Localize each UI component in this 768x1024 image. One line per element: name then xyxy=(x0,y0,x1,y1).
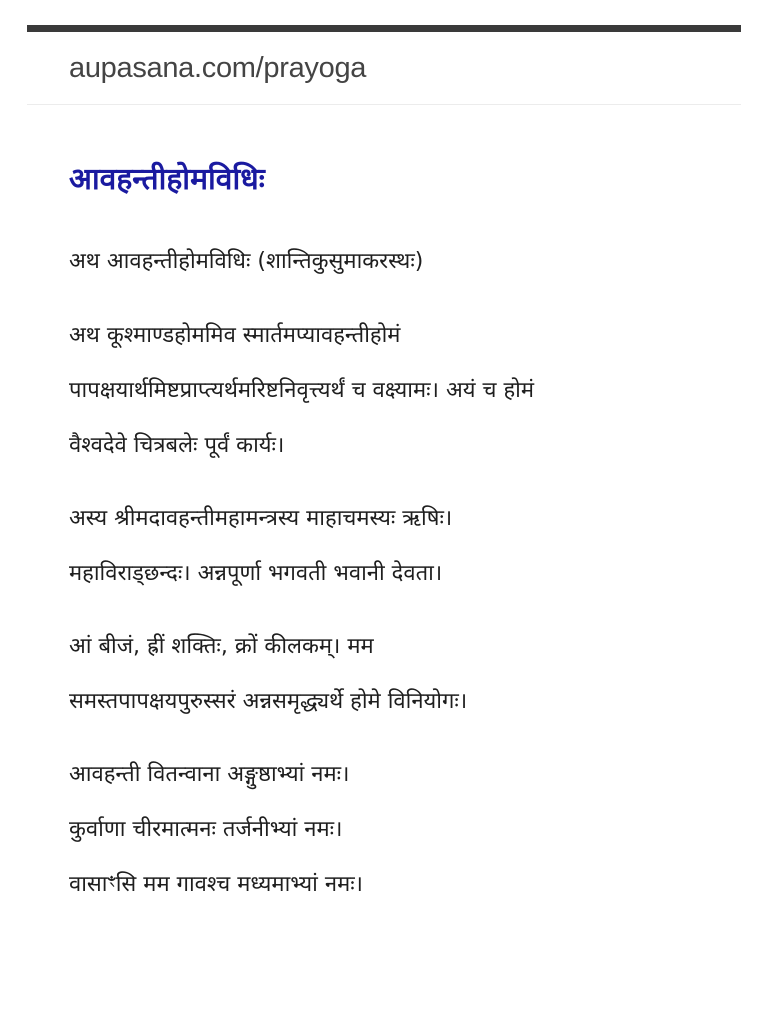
text-line: महाविराड्छन्दः। अन्नपूर्णा भगवती भवानी देवता। xyxy=(69,561,443,586)
top-border-bar xyxy=(27,25,741,32)
paragraph-nyasa xyxy=(69,747,709,912)
text-line: पापक्षयार्थमिष्टप्राप्त्यर्थमरिष्टनिवृत्त्यर्थं च वक्ष्यामः। अयं च होमं xyxy=(69,378,535,403)
text-line: समस्तपापक्षयपुरुस्सरं अन्नसमृद्ध्यर्थे होमे विनियोगः। xyxy=(69,689,468,714)
site-url-header[interactable]: aupasana.com/prayoga xyxy=(69,52,367,84)
text-line: वासाꣳसि मम गावश्च मध्यमाभ्यां नमः। xyxy=(69,872,364,897)
text-line: वैश्वदेवे चित्रबलेः पूर्वं कार्यः। xyxy=(69,433,285,458)
paragraph-intro xyxy=(69,242,709,282)
article-body xyxy=(69,158,709,930)
paragraph-rishi xyxy=(69,491,709,601)
text-line: अथ कूश्माण्डहोममिव स्मार्तमप्यावहन्तीहोमं xyxy=(69,323,401,348)
text-line: अस्य श्रीमदावहन्तीमहामन्त्रस्य माहाचमस्यः ऋषिः। xyxy=(69,506,453,531)
text-line: आवहन्ती वितन्वाना अङ्गुष्ठाभ्यां नमः। xyxy=(69,762,350,787)
header-divider xyxy=(27,104,741,105)
paragraph-purpose xyxy=(69,308,709,473)
text-line: अथ आवहन्तीहोमविधिः (शान्तिकुसुमाकरस्थः) xyxy=(69,249,424,274)
text-line: कुर्वाणा चीरमात्मनः तर्जनीभ्यां नमः। xyxy=(69,817,343,842)
paragraph-viniyoga xyxy=(69,619,709,729)
text-line: आं बीजं, ह्रीं शक्तिः, क्रों कीलकम्। मम xyxy=(69,634,374,659)
page-title: आवहन्तीहोमविधिः xyxy=(69,162,265,197)
